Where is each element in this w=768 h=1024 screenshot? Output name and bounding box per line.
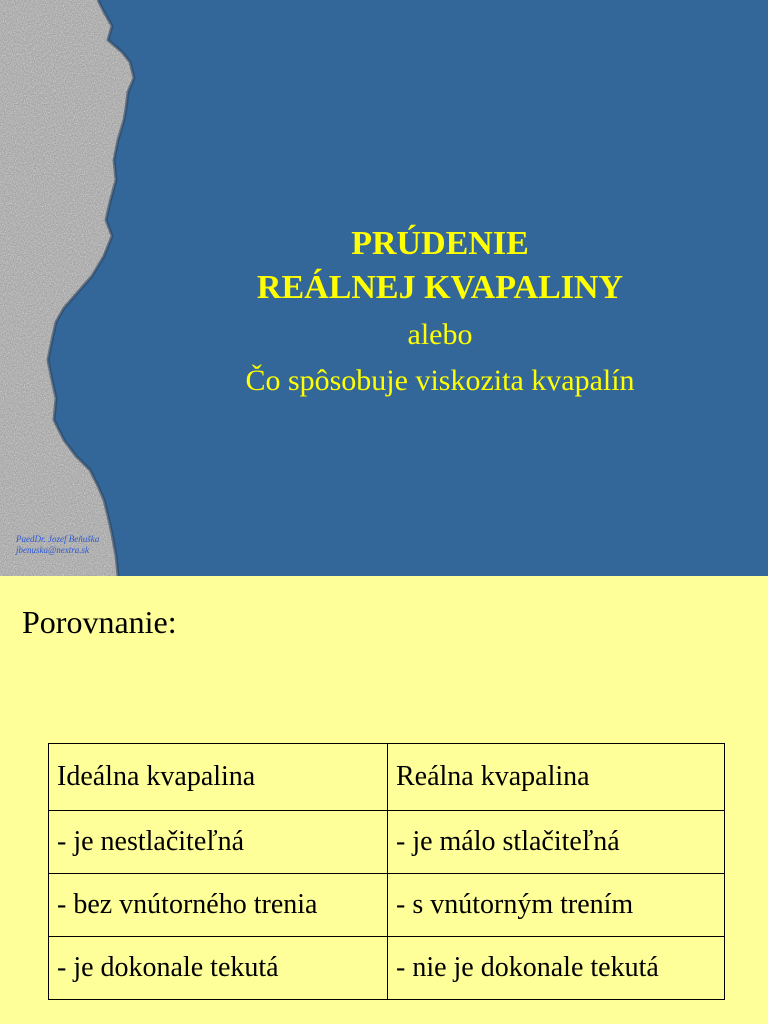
table-cell: - s vnútorným trením [388, 874, 725, 937]
table-header-ideal: Ideálna kvapalina [49, 744, 388, 811]
table-cell: - je málo stlačiteľná [388, 811, 725, 874]
table-row [49, 811, 725, 874]
comparison-table [48, 743, 725, 1000]
title-line-3: alebo [407, 318, 473, 351]
title-line-2: REÁLNEJ KVAPALINY [256, 269, 624, 306]
title-line-4: Čo spôsobuje viskozita kvapalín [245, 364, 635, 397]
table-row [49, 874, 725, 937]
slide-title [140, 222, 740, 404]
comparison-slide [0, 576, 768, 1024]
table-cell: - je nestlačiteľná [49, 811, 388, 874]
table-cell: - nie je dokonale tekutá [388, 937, 725, 1000]
comparison-heading: Porovnanie: [22, 604, 177, 640]
title-line-1: PRÚDENIE [351, 225, 529, 262]
granite-border-decoration [0, 0, 160, 576]
table-cell: - je dokonale tekutá [49, 937, 388, 1000]
author-email: jbenuska@nextra.sk [16, 545, 90, 555]
author-credit [16, 534, 99, 556]
table-cell: - bez vnútorného trenia [49, 874, 388, 937]
table-header-row [49, 744, 725, 811]
table-row [49, 937, 725, 1000]
table-header-real: Reálna kvapalina [388, 744, 725, 811]
author-name: PaedDr. Jozef Beňuška [16, 534, 100, 544]
